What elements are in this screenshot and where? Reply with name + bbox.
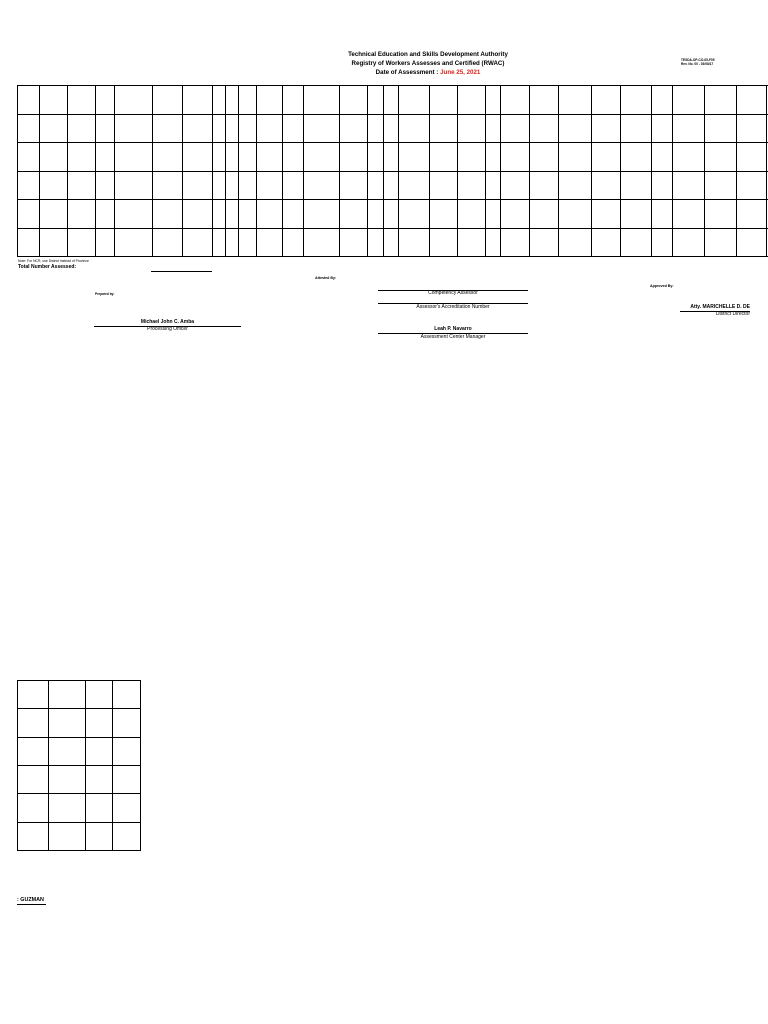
table-cell bbox=[18, 681, 49, 709]
prepared-by-label: Prepared by: bbox=[95, 292, 115, 296]
table-cell bbox=[340, 171, 368, 200]
table-cell bbox=[115, 86, 153, 115]
table-cell bbox=[399, 143, 430, 172]
table-cell bbox=[384, 171, 399, 200]
table-cell bbox=[113, 794, 141, 822]
table-cell bbox=[86, 681, 113, 709]
table-cell bbox=[430, 171, 458, 200]
table-cell bbox=[40, 200, 68, 229]
table-cell bbox=[183, 86, 213, 115]
table-cell bbox=[113, 681, 141, 709]
date-label: Date of Assessment : bbox=[375, 69, 439, 76]
table-row bbox=[18, 114, 768, 143]
table-cell bbox=[86, 822, 113, 850]
table-cell bbox=[96, 143, 115, 172]
table-row bbox=[18, 765, 141, 793]
table-cell bbox=[49, 709, 86, 737]
table-cell bbox=[592, 114, 621, 143]
table-cell bbox=[592, 171, 621, 200]
table-cell bbox=[213, 143, 226, 172]
table-cell bbox=[183, 171, 213, 200]
table-cell bbox=[239, 143, 257, 172]
table-cell bbox=[40, 86, 68, 115]
registry-table bbox=[17, 85, 768, 257]
table-cell bbox=[399, 86, 430, 115]
table-cell bbox=[213, 86, 226, 115]
table-cell bbox=[153, 86, 183, 115]
table-cell bbox=[68, 171, 96, 200]
table-cell bbox=[18, 200, 40, 229]
table-cell bbox=[368, 200, 384, 229]
table-cell bbox=[49, 681, 86, 709]
table-cell bbox=[368, 171, 384, 200]
table-cell bbox=[486, 200, 501, 229]
table-cell bbox=[86, 737, 113, 765]
table-cell bbox=[486, 114, 501, 143]
table-row bbox=[18, 709, 141, 737]
table-cell bbox=[430, 86, 458, 115]
table-cell bbox=[530, 171, 559, 200]
revision-number: Rev. No. 00 - 03/08/17 bbox=[681, 62, 714, 66]
table-cell bbox=[501, 171, 530, 200]
table-cell bbox=[213, 228, 226, 257]
table-cell bbox=[340, 228, 368, 257]
table-cell bbox=[486, 143, 501, 172]
table-cell bbox=[458, 86, 486, 115]
table-cell bbox=[226, 114, 239, 143]
table-cell bbox=[153, 200, 183, 229]
table-row bbox=[18, 737, 141, 765]
table-cell bbox=[368, 114, 384, 143]
table-cell bbox=[18, 794, 49, 822]
table-cell bbox=[530, 200, 559, 229]
preparer-title: Processing Officer bbox=[147, 326, 188, 332]
total-assessed-line bbox=[151, 271, 212, 272]
table-cell bbox=[304, 86, 340, 115]
table-cell bbox=[226, 228, 239, 257]
table-cell bbox=[257, 114, 283, 143]
table-cell bbox=[486, 228, 501, 257]
table-cell bbox=[183, 143, 213, 172]
table-cell bbox=[621, 171, 652, 200]
attested-by-label: Attested By: bbox=[315, 276, 337, 280]
table-cell bbox=[304, 171, 340, 200]
table-cell bbox=[652, 200, 673, 229]
table-cell bbox=[737, 200, 767, 229]
table-cell bbox=[340, 143, 368, 172]
table-cell bbox=[652, 86, 673, 115]
table-cell bbox=[621, 86, 652, 115]
table-cell bbox=[304, 143, 340, 172]
table-cell bbox=[115, 143, 153, 172]
table-cell bbox=[705, 200, 737, 229]
table-cell bbox=[592, 86, 621, 115]
table-cell bbox=[458, 143, 486, 172]
table-cell bbox=[213, 114, 226, 143]
table-cell bbox=[18, 709, 49, 737]
preparer-name: Michael John C. Amba bbox=[140, 319, 195, 325]
table-cell bbox=[368, 143, 384, 172]
table-cell bbox=[458, 200, 486, 229]
table-cell bbox=[737, 86, 767, 115]
overflow-name-line bbox=[17, 904, 46, 905]
table-cell bbox=[673, 171, 705, 200]
table-cell bbox=[18, 143, 40, 172]
table-cell bbox=[115, 171, 153, 200]
table-cell bbox=[384, 228, 399, 257]
table-cell bbox=[592, 200, 621, 229]
table-cell bbox=[113, 709, 141, 737]
table-row bbox=[18, 200, 768, 229]
table-cell bbox=[530, 143, 559, 172]
table-cell bbox=[96, 228, 115, 257]
table-cell bbox=[737, 114, 767, 143]
table-cell bbox=[430, 200, 458, 229]
table-cell bbox=[430, 228, 458, 257]
table-cell bbox=[304, 114, 340, 143]
approver-name: Atty. MARICHELLE D. DE bbox=[690, 304, 750, 310]
table-cell bbox=[115, 200, 153, 229]
table-cell bbox=[18, 765, 49, 793]
table-cell bbox=[737, 228, 767, 257]
table-cell bbox=[40, 228, 68, 257]
table-cell bbox=[18, 228, 40, 257]
agency-title: Technical Education and Skills Development Authority bbox=[348, 51, 508, 58]
table-cell bbox=[705, 171, 737, 200]
note-text: Note: For NCR, use District instead of Province bbox=[18, 259, 89, 263]
table-cell bbox=[113, 737, 141, 765]
table-cell bbox=[68, 200, 96, 229]
table-cell bbox=[49, 737, 86, 765]
table-row bbox=[18, 822, 141, 850]
total-assessed-label: Total Number Assessed: bbox=[18, 264, 77, 270]
table-cell bbox=[486, 171, 501, 200]
table-cell bbox=[153, 114, 183, 143]
table-cell bbox=[340, 114, 368, 143]
table-cell bbox=[705, 228, 737, 257]
table-cell bbox=[399, 200, 430, 229]
table-cell bbox=[384, 86, 399, 115]
table-cell bbox=[559, 171, 592, 200]
table-cell bbox=[621, 228, 652, 257]
table-cell bbox=[384, 200, 399, 229]
table-cell bbox=[86, 709, 113, 737]
table-cell bbox=[621, 114, 652, 143]
table-cell bbox=[501, 143, 530, 172]
table-cell bbox=[559, 143, 592, 172]
date-value: June 25, 2021 bbox=[440, 69, 481, 76]
table-cell bbox=[592, 228, 621, 257]
table-cell bbox=[40, 143, 68, 172]
table-cell bbox=[458, 171, 486, 200]
table-cell bbox=[673, 114, 705, 143]
table-cell bbox=[673, 86, 705, 115]
table-cell bbox=[115, 114, 153, 143]
table-cell bbox=[113, 822, 141, 850]
table-cell bbox=[304, 200, 340, 229]
table-cell bbox=[40, 171, 68, 200]
table-cell bbox=[239, 86, 257, 115]
table-cell bbox=[183, 114, 213, 143]
approved-by-label: Approved By: bbox=[650, 284, 674, 288]
table-cell bbox=[257, 200, 283, 229]
table-cell bbox=[257, 228, 283, 257]
table-cell bbox=[49, 822, 86, 850]
table-cell bbox=[559, 86, 592, 115]
table-row bbox=[18, 794, 141, 822]
table-cell bbox=[213, 171, 226, 200]
table-cell bbox=[183, 200, 213, 229]
table-cell bbox=[68, 86, 96, 115]
table-cell bbox=[501, 86, 530, 115]
table-cell bbox=[153, 228, 183, 257]
table-cell bbox=[213, 200, 226, 229]
table-row bbox=[18, 228, 768, 257]
table-cell bbox=[340, 200, 368, 229]
table-cell bbox=[96, 86, 115, 115]
table-cell bbox=[673, 143, 705, 172]
registry-title: Registry of Workers Assesses and Certified (RWAC) bbox=[351, 60, 505, 67]
table-cell bbox=[86, 765, 113, 793]
table-cell bbox=[705, 143, 737, 172]
table-cell bbox=[18, 171, 40, 200]
table-cell bbox=[257, 143, 283, 172]
table-cell bbox=[530, 114, 559, 143]
table-cell bbox=[40, 114, 68, 143]
table-cell bbox=[501, 114, 530, 143]
table-cell bbox=[18, 822, 49, 850]
table-cell bbox=[283, 228, 304, 257]
table-cell bbox=[96, 114, 115, 143]
table-cell bbox=[592, 143, 621, 172]
table-cell bbox=[49, 794, 86, 822]
table-cell bbox=[458, 228, 486, 257]
table-cell bbox=[368, 228, 384, 257]
center-manager-name: Leah P. Navarro bbox=[434, 326, 472, 332]
table-cell bbox=[530, 228, 559, 257]
assessment-date-line bbox=[0, 69, 768, 76]
table-cell bbox=[257, 171, 283, 200]
table-cell bbox=[399, 228, 430, 257]
table-cell bbox=[283, 171, 304, 200]
table-cell bbox=[652, 114, 673, 143]
table-cell bbox=[226, 143, 239, 172]
table-cell bbox=[283, 143, 304, 172]
table-cell bbox=[673, 200, 705, 229]
table-cell bbox=[304, 228, 340, 257]
table-cell bbox=[384, 114, 399, 143]
table-cell bbox=[652, 171, 673, 200]
table-cell bbox=[530, 86, 559, 115]
table-cell bbox=[501, 200, 530, 229]
table-cell bbox=[283, 114, 304, 143]
table-cell bbox=[239, 171, 257, 200]
table-cell bbox=[559, 114, 592, 143]
table-cell bbox=[283, 200, 304, 229]
table-cell bbox=[183, 228, 213, 257]
table-cell bbox=[226, 171, 239, 200]
table-cell bbox=[559, 200, 592, 229]
table-row bbox=[18, 171, 768, 200]
table-cell bbox=[652, 143, 673, 172]
table-cell bbox=[384, 143, 399, 172]
table-cell bbox=[239, 200, 257, 229]
table-cell bbox=[18, 114, 40, 143]
table-cell bbox=[226, 86, 239, 115]
table-cell bbox=[621, 143, 652, 172]
table-cell bbox=[68, 228, 96, 257]
table-cell bbox=[18, 86, 40, 115]
table-cell bbox=[340, 86, 368, 115]
table-cell bbox=[486, 86, 501, 115]
table-cell bbox=[399, 114, 430, 143]
table-cell bbox=[96, 200, 115, 229]
overflow-name: : GUZMAN bbox=[17, 897, 44, 903]
table-cell bbox=[559, 228, 592, 257]
table-cell bbox=[368, 86, 384, 115]
table-cell bbox=[737, 143, 767, 172]
competency-assessor-label: Competency Assessor bbox=[428, 290, 478, 296]
table-cell bbox=[652, 228, 673, 257]
table-cell bbox=[49, 765, 86, 793]
overflow-table bbox=[17, 680, 141, 851]
table-cell bbox=[257, 86, 283, 115]
table-cell bbox=[737, 171, 767, 200]
table-cell bbox=[18, 737, 49, 765]
form-code: TESDA-OP-CO-05-F05 bbox=[681, 58, 715, 62]
table-cell bbox=[283, 86, 304, 115]
table-cell bbox=[501, 228, 530, 257]
accreditation-label: Assessor's Accreditation Number bbox=[416, 304, 490, 310]
table-cell bbox=[115, 228, 153, 257]
table-cell bbox=[430, 114, 458, 143]
table-cell bbox=[96, 171, 115, 200]
table-cell bbox=[113, 765, 141, 793]
approver-title: District Director bbox=[715, 311, 750, 317]
table-cell bbox=[621, 200, 652, 229]
center-manager-title: Assessment Center Manager bbox=[420, 334, 486, 340]
table-cell bbox=[153, 171, 183, 200]
table-cell bbox=[705, 86, 737, 115]
table-cell bbox=[239, 114, 257, 143]
table-row bbox=[18, 143, 768, 172]
table-cell bbox=[226, 200, 239, 229]
table-cell bbox=[705, 114, 737, 143]
table-cell bbox=[399, 171, 430, 200]
table-cell bbox=[86, 794, 113, 822]
table-row bbox=[18, 86, 768, 115]
table-row bbox=[18, 681, 141, 709]
table-cell bbox=[239, 228, 257, 257]
table-cell bbox=[68, 114, 96, 143]
table-cell bbox=[458, 114, 486, 143]
table-cell bbox=[430, 143, 458, 172]
table-cell bbox=[153, 143, 183, 172]
table-cell bbox=[673, 228, 705, 257]
table-cell bbox=[68, 143, 96, 172]
